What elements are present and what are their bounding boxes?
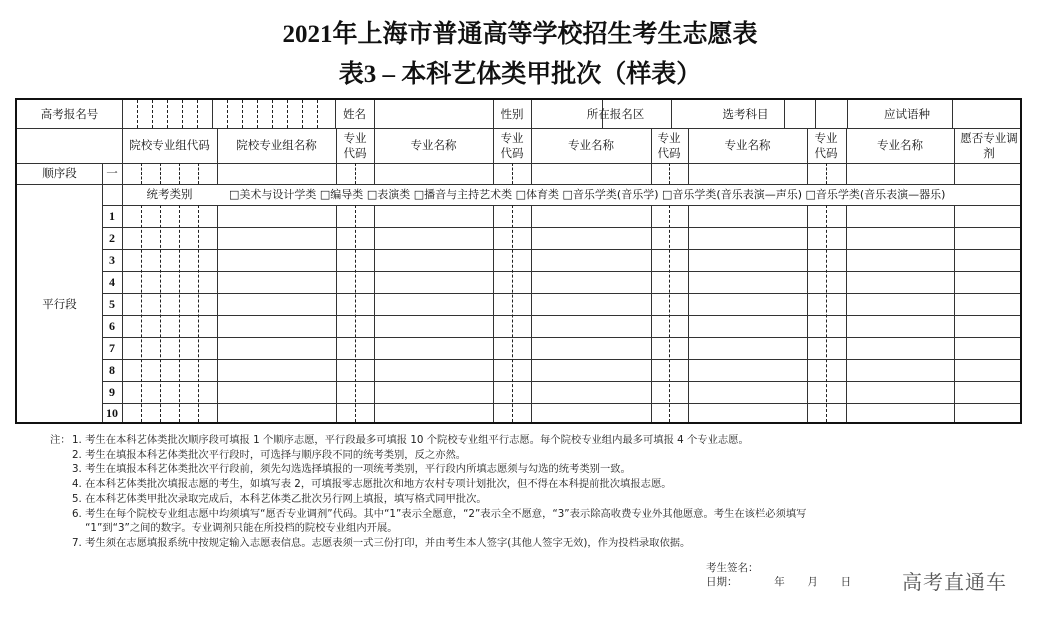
note-item: 5. 在本科艺体类甲批次录取完成后，本科艺体类乙批次另行网上填报，填写格式同甲批次。 bbox=[72, 492, 487, 505]
parallel-label: 平行段 bbox=[42, 296, 77, 311]
row-number: 1 bbox=[109, 208, 115, 223]
note-item: 3. 考生在填报本科艺体类批次平行段前，须先勾选选择填报的一项统考类别，平行段内所填志愿须与勾选的统考类别一致。 bbox=[72, 463, 631, 476]
note-item: 1. 考生在本科艺体类批次顺序段可填报 1 个顺序志愿，平行段最多可填报 10 个院校专业组平行志愿。每个院校专业组内最多可填报 4 个专业志愿。 bbox=[72, 434, 749, 446]
category-label: 统考类别 bbox=[146, 187, 193, 201]
gender-label: 性别 bbox=[500, 106, 524, 121]
page-subtitle: 表3 – 本科艺体类甲批次（样表） bbox=[338, 61, 702, 88]
group-code-header: 院校专业组代码 bbox=[129, 138, 210, 152]
category-option[interactable]: □音乐学类(音乐表演—声乐) bbox=[662, 188, 802, 201]
note-item: 4. 在本科艺体类批次填报志愿的考生，如填写表 2，可填报零志愿批次和地方农村专项计划批次，但不得在本科提前批次填报志愿。 bbox=[72, 478, 672, 491]
notes-prefix: 注： bbox=[50, 434, 71, 446]
row-number: 8 bbox=[109, 362, 115, 377]
category-option[interactable]: □编导类 bbox=[319, 188, 364, 201]
district-label: 所在报名区 bbox=[586, 106, 645, 121]
name-label: 姓名 bbox=[343, 106, 366, 121]
date-month: 月 bbox=[807, 576, 818, 588]
note-item: “1”到“3”之间的数字。专业调剂只能在所投档的院校专业组内开展。 bbox=[72, 522, 398, 535]
watermark: 高考直通车 bbox=[902, 570, 1007, 594]
row-number: 3 bbox=[109, 252, 115, 267]
date-label: 日期： bbox=[706, 576, 738, 588]
notes-section bbox=[50, 433, 807, 551]
category-option[interactable]: □体育类 bbox=[515, 188, 560, 201]
signature-label: 考生签名： bbox=[706, 562, 759, 574]
elective-label: 选考科目 bbox=[722, 106, 769, 121]
row-number: 2 bbox=[109, 230, 115, 245]
adjust-header: 愿否专业调剂 bbox=[960, 130, 1018, 160]
page-title: 2021年上海市普通高等学校招生考生志愿表 bbox=[282, 21, 758, 48]
exam-id-label: 高考报名号 bbox=[40, 106, 99, 121]
major-code-header-3: 专业代码 bbox=[657, 130, 681, 160]
category-checkbox-list[interactable] bbox=[217, 184, 1034, 205]
date-year: 年 bbox=[774, 576, 785, 588]
note-item: 6. 考生在每个院校专业组志愿中均须填写“愿否专业调剂”代码。其中“1”表示全愿意，“2”表示全不愿意，“3”表示除高收费专业外其他愿意。考生在该栏必须填写 bbox=[72, 507, 807, 520]
signature-block bbox=[706, 561, 851, 589]
category-option[interactable]: □音乐学类(音乐表演—器乐) bbox=[805, 188, 946, 201]
row-number: 4 bbox=[109, 274, 115, 289]
category-option[interactable]: □美术与设计学类 bbox=[229, 188, 317, 201]
row-number: 10 bbox=[106, 405, 118, 420]
row-number: 9 bbox=[109, 384, 115, 399]
category-option[interactable]: □表演类 bbox=[366, 188, 411, 201]
note-item: 7. 考生须在志愿填报系统中按规定输入志愿表信息。志愿表须一式三份打印，并由考生本人签字(其他人签字无效)，作为投档录取依据。 bbox=[72, 536, 691, 549]
major-name-header-3: 专业名称 bbox=[724, 138, 771, 152]
major-name-header-2: 专业名称 bbox=[568, 138, 614, 152]
major-code-header-1: 专业代码 bbox=[343, 130, 367, 160]
language-label: 应试语种 bbox=[884, 106, 930, 121]
note-item: 2. 考生在填报本科艺体类批次平行段时，可选择与顺序段不同的统考类别，反之亦然。 bbox=[72, 448, 467, 461]
row-number: 7 bbox=[109, 340, 115, 355]
elective-input-2[interactable] bbox=[815, 100, 847, 128]
elective-input-1[interactable] bbox=[784, 100, 815, 128]
name-input[interactable] bbox=[374, 100, 493, 128]
row-number: 6 bbox=[109, 318, 115, 333]
language-input[interactable] bbox=[952, 100, 1022, 128]
application-form-table bbox=[15, 98, 1022, 424]
major-name-header-1: 专业名称 bbox=[410, 138, 457, 152]
sequential-index: 一 bbox=[106, 166, 118, 180]
major-name-header-4: 专业名称 bbox=[877, 138, 923, 152]
exam-id-input[interactable] bbox=[122, 100, 335, 128]
sequential-label: 顺序段 bbox=[42, 166, 77, 180]
category-option[interactable]: □音乐学类(音乐学) bbox=[562, 188, 659, 201]
category-option[interactable]: □播音与主持艺术类 bbox=[413, 188, 513, 201]
date-day: 日 bbox=[840, 576, 852, 588]
group-name-header: 院校专业组名称 bbox=[236, 138, 317, 152]
major-code-header-4: 专业代码 bbox=[814, 130, 838, 160]
major-code-header-2: 专业代码 bbox=[500, 130, 524, 160]
row-number: 5 bbox=[109, 296, 115, 311]
